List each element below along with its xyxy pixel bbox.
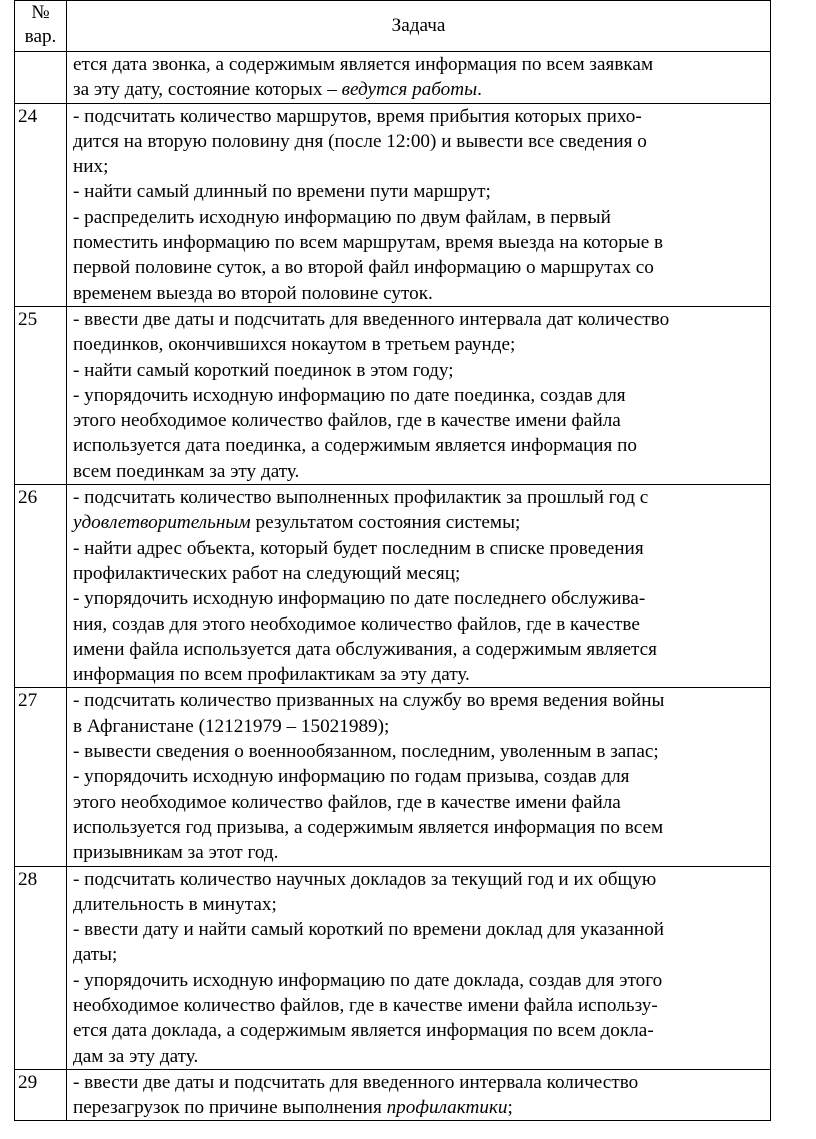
header-num-line-1: № [31, 2, 50, 23]
variant-number [15, 52, 67, 104]
task-line [73, 1070, 768, 1095]
header-variant-number [15, 1, 67, 52]
text-segment: необходимое количество файлов, где в качестве имени файла использу- [73, 994, 658, 1016]
text-segment: - распределить исходную информацию по двум файлам, в первый [73, 206, 611, 228]
task-line [73, 586, 768, 611]
text-segment: - вывести сведения о военнообязанном, последним, уволенным в запас; [73, 741, 659, 763]
text-segment: - найти самый короткий поединок в этом году; [73, 359, 454, 381]
text-segment: даты; [73, 944, 118, 966]
text-segment: профилактических работ на следующий месяц; [73, 562, 461, 584]
text-segment: результатом состояния системы; [250, 512, 521, 534]
task-line [73, 332, 768, 357]
text-segment: - упорядочить исходную информацию по дате доклада, создав для этого [73, 969, 663, 991]
task-text [67, 306, 771, 484]
task-line [73, 383, 768, 408]
task-line [73, 1044, 768, 1069]
table-row [15, 1069, 771, 1121]
text-segment: - найти адрес объекта, который будет последним в списке проведения [73, 537, 644, 559]
text-segment: - упорядочить исходную информацию по дате последнего обслужива- [73, 588, 646, 610]
task-text [67, 1069, 771, 1121]
task-line [73, 790, 768, 815]
table-row [15, 688, 771, 866]
task-line [73, 536, 768, 561]
text-segment: - ввести две даты и подсчитать для введенного интервала количество [73, 1071, 639, 1093]
text-segment: временем выезда во второй половине суток. [73, 282, 433, 304]
task-line [73, 739, 768, 764]
text-segment: дам за эту дату. [73, 1045, 199, 1067]
task-line [73, 942, 768, 967]
text-segment: . [477, 79, 482, 101]
task-line [73, 968, 768, 993]
task-text [67, 52, 771, 104]
task-line [73, 1018, 768, 1043]
variant-number: 27 [15, 688, 67, 866]
text-segment: имени файла используется дата обслуживания, а содержимым является [73, 638, 657, 660]
document-page [14, 0, 770, 1121]
task-line [73, 52, 768, 77]
italic-term: ведутся работы [341, 79, 478, 101]
text-segment: в Афганистане (12121979 – 15021989); [73, 715, 390, 737]
text-segment: них; [73, 156, 109, 178]
variants-table [14, 0, 771, 1121]
task-line [73, 561, 768, 586]
table-row [15, 866, 771, 1069]
task-line [73, 104, 768, 129]
text-segment: используется дата поединка, а содержимым является информация по [73, 435, 637, 457]
text-segment: - подсчитать количество научных докладов за текущий год и их общую [73, 868, 657, 890]
task-line [73, 154, 768, 179]
task-line [73, 408, 768, 433]
task-line [73, 892, 768, 917]
table-row [15, 306, 771, 484]
task-line [73, 485, 768, 510]
table-header-row [15, 1, 771, 52]
table-row [15, 52, 771, 104]
variant-number: 28 [15, 866, 67, 1069]
task-line [73, 281, 768, 306]
task-line [73, 255, 768, 280]
text-segment: поединков, окончившихся нокаутом в третьем раунде; [73, 334, 516, 356]
text-segment: - подсчитать количество призванных на службу во время ведения войны [73, 690, 665, 712]
task-line [73, 662, 768, 687]
italic-term: удовлетворительным [73, 512, 251, 534]
header-num-line-2: вар. [24, 26, 57, 47]
task-line [73, 917, 768, 942]
task-line [73, 510, 768, 535]
text-segment: - подсчитать количество маршрутов, время прибытия которых прихо- [73, 105, 642, 127]
task-line [73, 867, 768, 892]
text-segment: - ввести две даты и подсчитать для введенного интервала дат количество [73, 308, 670, 330]
text-segment: информация по всем профилактикам за эту дату. [73, 664, 470, 686]
task-line [73, 358, 768, 383]
text-segment: ется дата звонка, а содержимым является информация по всем заявкам [73, 54, 654, 75]
text-segment: - найти самый длинный по времени пути маршрут; [73, 181, 491, 203]
task-line [73, 179, 768, 204]
table-row [15, 103, 771, 306]
task-line [73, 840, 768, 865]
task-text [67, 866, 771, 1069]
text-segment: дится на вторую половину дня (после 12:00) и вывести все сведения о [73, 130, 647, 152]
italic-term: профилактики [386, 1097, 508, 1119]
task-line [73, 459, 768, 484]
task-text [67, 103, 771, 306]
text-segment: длительность в минутах; [73, 893, 277, 915]
task-line [73, 714, 768, 739]
task-line [73, 307, 768, 332]
task-line [73, 77, 768, 102]
task-line [73, 129, 768, 154]
text-segment: этого необходимое количество файлов, где в качестве имени файла [73, 791, 621, 813]
table-body [15, 52, 771, 1121]
task-line [73, 205, 768, 230]
variant-number: 29 [15, 1069, 67, 1121]
text-segment: - упорядочить исходную информацию по дате поединка, создав для [73, 384, 626, 406]
text-segment: - ввести дату и найти самый короткий по времени доклад для указанной [73, 919, 665, 941]
text-segment: ется дата доклада, а содержимым является информация по всем докла- [73, 1020, 654, 1042]
task-line [73, 764, 768, 789]
variant-number: 24 [15, 103, 67, 306]
task-line [73, 637, 768, 662]
variant-number: 26 [15, 485, 67, 688]
variant-number: 25 [15, 306, 67, 484]
task-line [73, 1095, 768, 1120]
task-line [73, 230, 768, 255]
text-segment: ния, создав для этого необходимое количество файлов, где в качестве [73, 613, 640, 635]
task-text [67, 485, 771, 688]
text-segment: - подсчитать количество выполненных профилактик за прошлый год с [73, 487, 649, 509]
text-segment: перезагрузок по причине выполнения [73, 1097, 387, 1119]
table-row [15, 485, 771, 688]
task-line [73, 993, 768, 1018]
text-segment: используется год призыва, а содержимым является информация по всем [73, 816, 664, 838]
task-line [73, 433, 768, 458]
text-segment: этого необходимое количество файлов, где в качестве имени файла [73, 410, 621, 432]
text-segment: первой половине суток, а во второй файл информацию о маршрутах со [73, 257, 654, 279]
text-segment: - упорядочить исходную информацию по годам призыва, создав для [73, 766, 630, 788]
task-line [73, 815, 768, 840]
text-segment: за эту дату, состояние которых – [73, 79, 342, 101]
text-segment: поместить информацию по всем маршрутам, время выезда на которые в [73, 232, 664, 254]
task-line [73, 612, 768, 637]
text-segment: призывникам за этот год. [73, 842, 279, 864]
text-segment: всем поединкам за эту дату. [73, 460, 300, 482]
task-line [73, 688, 768, 713]
header-task: Задача [67, 1, 771, 52]
task-text [67, 688, 771, 866]
text-segment: ; [507, 1097, 513, 1119]
